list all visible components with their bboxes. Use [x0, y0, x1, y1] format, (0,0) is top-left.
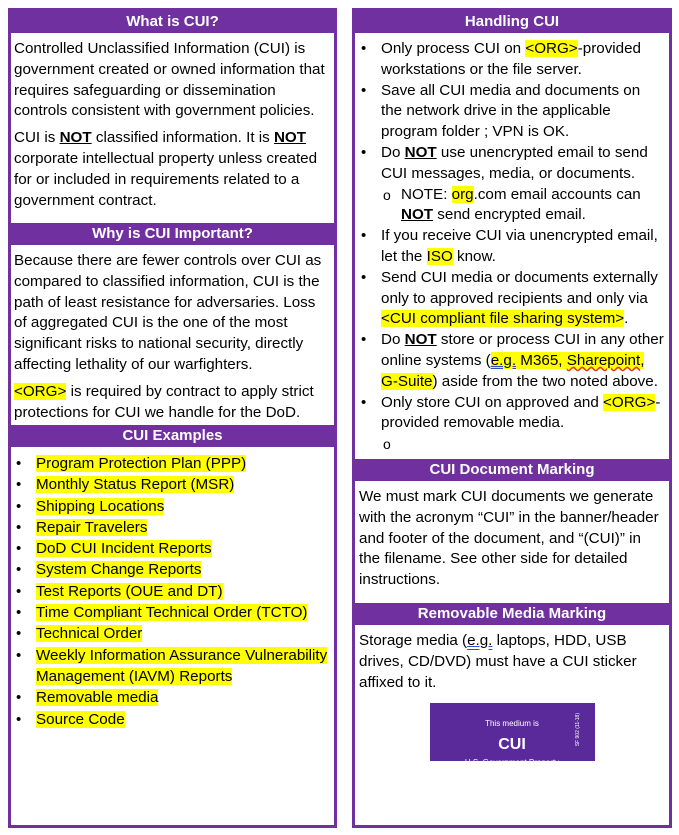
list-item [14, 709, 331, 730]
cui-document-marking-header: CUI Document Marking [355, 459, 669, 481]
sharepoint-text: Sharepoint [566, 351, 641, 369]
list-item [359, 393, 665, 455]
example-text: Technical Order [36, 625, 143, 643]
org-requirement-paragraph [14, 382, 331, 424]
list-item [359, 143, 665, 226]
text: Send CUI media or documents externally only to approved recipients and only via [381, 268, 658, 307]
example-text: Removable media [36, 689, 159, 707]
text: classified information. It is [91, 129, 274, 147]
not-emphasis: NOT [273, 129, 307, 147]
handling-cui-section [355, 33, 669, 459]
text: laptops, HDD, USB drives, CD/DVD) must have a CUI sticker affixed to it. [359, 632, 637, 691]
removable-media-paragraph [359, 631, 665, 693]
list-item [14, 474, 331, 495]
example-text: Weekly Information Assurance Vulnerability Management (IAVM) Reports [36, 646, 328, 685]
not-emphasis: NOT [401, 206, 434, 224]
sub-list-item [359, 185, 665, 227]
cui-examples-list [14, 453, 331, 730]
list-item [14, 559, 331, 580]
list-item [359, 81, 665, 143]
example-text: Time Compliant Technical Order (TCTO) [36, 604, 308, 622]
handling-cui-header: Handling CUI [355, 11, 669, 33]
text: store or process CUI in any other online systems ( [381, 331, 664, 369]
list-item [14, 517, 331, 538]
sticker-cui-label: CUI [498, 736, 526, 754]
what-is-cui-header: What is CUI? [11, 11, 334, 33]
sub-list [359, 185, 665, 227]
why-important-header: Why is CUI Important? [11, 223, 334, 245]
list-item [14, 453, 331, 474]
example-text: Test Reports (OUE and DT) [36, 582, 223, 600]
text: M365, [516, 351, 567, 369]
org-placeholder: org [451, 185, 474, 203]
list-item [14, 645, 331, 688]
not-emphasis: NOT [404, 143, 437, 161]
example-text: Program Protection Plan (PPP) [36, 455, 247, 472]
org-placeholder: <ORG> [14, 382, 67, 400]
example-text: Monthly Status Report (MSR) [36, 476, 235, 494]
cui-document-marking-section [355, 481, 669, 603]
cui-not-classified-paragraph [14, 128, 331, 211]
cui-examples-section [11, 447, 334, 734]
text: . [624, 310, 629, 328]
what-is-cui-section [11, 33, 334, 223]
list-item [14, 602, 331, 623]
text: know. [452, 247, 496, 265]
text: corporate intellectual property unless created for or included in requirements related to a government contract. [14, 149, 318, 209]
empty-sub-list-item [359, 434, 665, 455]
text: Only store CUI on approved and [381, 393, 604, 411]
list-item [14, 687, 331, 708]
text: ) aside from the two noted above. [432, 372, 658, 390]
not-emphasis: NOT [404, 331, 437, 349]
list-item [359, 39, 665, 81]
example-text: System Change Reports [36, 561, 202, 579]
cui-examples-header: CUI Examples [11, 425, 334, 447]
eg-abbrev: e.g. [467, 632, 493, 649]
sub-list [359, 434, 665, 455]
eg-abbrev: e.g. [490, 351, 517, 369]
list-item [14, 496, 331, 517]
not-emphasis: NOT [59, 129, 92, 147]
file-sharing-placeholder: <CUI compliant file sharing system> [381, 310, 625, 328]
text: is required by contract to apply strict protections for CUI we handle for the DoD. [14, 382, 314, 421]
text: Do [381, 143, 405, 161]
text: If you receive CUI via unencrypted email, let the [381, 227, 658, 265]
org-placeholder: <ORG> [525, 40, 578, 57]
org-placeholder: <ORG> [603, 393, 656, 411]
text: send encrypted email. [433, 206, 586, 224]
example-text: Repair Travelers [36, 518, 148, 536]
cui-sticker-image [430, 703, 595, 768]
example-text: Shipping Locations [36, 497, 165, 515]
right-column [352, 8, 672, 828]
handling-list [359, 39, 665, 455]
text: , G-Suite [381, 351, 645, 390]
document-marking-paragraph: We must mark CUI documents we generate with the acronym “CUI” in the banner/header and footer of the document, and “(CUI)” in the filename. See other side for detailed instructions. [359, 488, 659, 589]
list-item [359, 268, 665, 330]
text: .com email accounts can [473, 185, 641, 203]
removable-media-marking-header: Removable Media Marking [355, 603, 669, 625]
example-text: Source Code [36, 710, 125, 728]
sticker-line-1: This medium is [485, 719, 539, 729]
text: -provided workstations or the file server. [381, 40, 642, 78]
text: CUI is [14, 129, 60, 147]
text: Only process CUI on [381, 40, 526, 57]
list-item [14, 623, 331, 644]
example-text: DoD CUI Incident Reports [36, 540, 212, 558]
text: Save all CUI media and documents on the network drive in the applicable program folder ; VPN is OK. [381, 81, 641, 141]
sticker-form-number: SF 902 (11-18) [574, 713, 581, 747]
list-item [359, 226, 665, 268]
sticker-line-3: U.S. Government Property [464, 758, 560, 768]
text: NOTE: [401, 185, 452, 203]
removable-media-marking-section [355, 625, 669, 768]
iso-placeholder: ISO [426, 247, 453, 265]
why-important-section [11, 245, 334, 425]
list-item [14, 581, 331, 602]
left-column [8, 8, 337, 828]
text: -provided removable media. [381, 393, 661, 432]
list-item [359, 330, 665, 392]
text: use unencrypted email to send CUI messages, media, or documents. [381, 143, 648, 182]
text: Storage media ( [359, 632, 468, 649]
what-is-cui-paragraph: Controlled Unclassified Information (CUI) is government created or owned information that requires safeguarding or dissemination controls consistent with government policies. [14, 40, 325, 120]
list-item [14, 538, 331, 559]
why-important-paragraph: Because there are fewer controls over CUI as compared to classified information, CUI is the path of least resistance for adversaries. Loss of aggregated CUI is the one of the most significant risks to national security, directly affecting lethality of our warfighters. [14, 252, 322, 373]
text: Do [381, 331, 405, 349]
